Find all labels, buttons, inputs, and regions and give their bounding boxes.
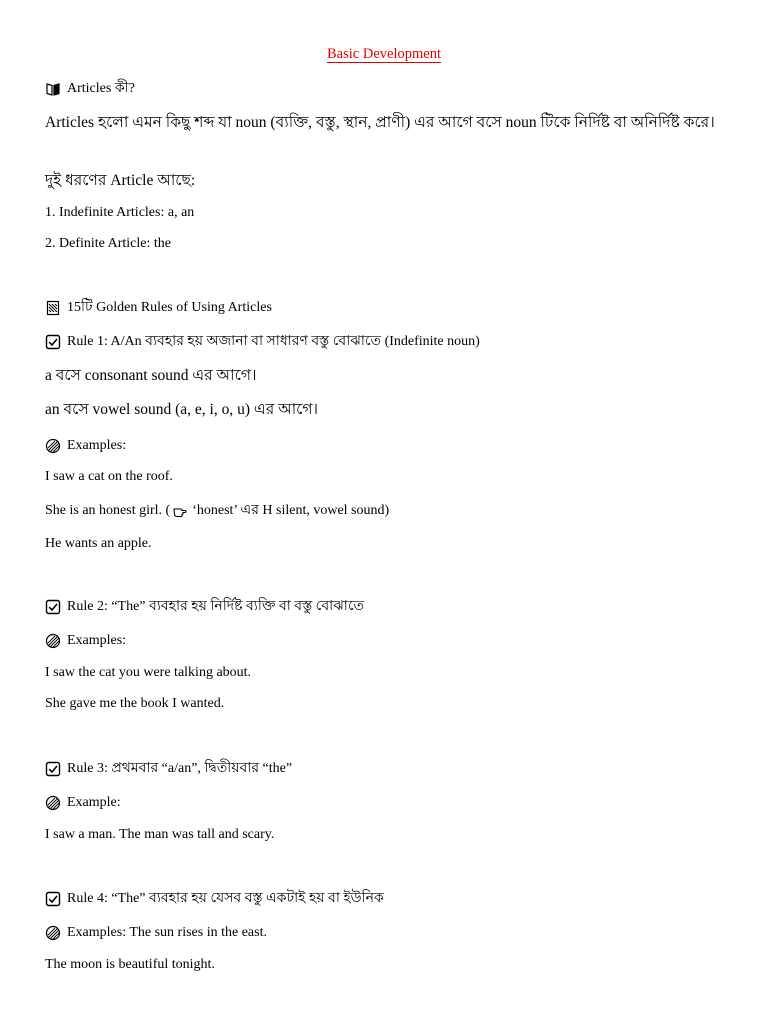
rules-heading-text: 15টি Golden Rules of Using Articles [67,300,272,315]
document-title [0,46,768,63]
rule-title-text: Rule 3: প্রথমবার “a/an”, দ্বিতীয়বার “the” [67,761,293,776]
example-sentence: I saw a cat on the roof. [45,469,173,484]
document-title-link[interactable]: Basic Development [327,46,441,62]
example-sentence: The moon is beautiful tonight. [45,957,215,972]
example-sentence: I saw the cat you were talking about. [45,665,252,680]
check-box-icon [45,334,61,350]
articles-definition: Articles হলো এমন কিছু শব্দ যা noun (ব্যক্তি, বস্তু, স্থান, প্রাণী) এর আগে বসে noun টিকে নির্দিষ্ট বা অনির্দিষ্ট করে। [45,114,715,131]
article-type-item: 1. Indefinite Articles: a, an [45,205,195,220]
example-sentence: She gave me the book I wanted. [45,696,225,711]
rule-title-text: Rule 4: “The” ব্যবহার হয় যেসব বস্তু একটাই হয় বা ইউনিক [67,891,384,906]
bullet-circle-icon [45,633,61,649]
rule-title-text: Rule 2: “The” ব্যবহার হয় নির্দিষ্ট ব্যক্তি বা বস্তু বোঝাতে [67,599,364,614]
article-type-item: 2. Definite Article: the [45,236,171,251]
bullet-circle-icon [45,795,61,811]
bullet-circle-icon [45,438,61,454]
notebook-icon [45,300,61,316]
examples-label-text: Example: [67,795,121,810]
examples-label [45,923,267,943]
example-sentence: He wants an apple. [45,536,152,551]
check-box-icon [45,891,61,907]
rule-title-text: Rule 1: A/An ব্যবহার হয় অজানা বা সাধারণ বস্তু বোঝাতে (Indefinite noun) [67,334,480,349]
examples-label [45,793,121,813]
examples-label-text: Examples: [67,438,127,453]
bullet-circle-icon [45,925,61,941]
example-sentence [45,501,389,521]
rule-title [45,332,480,352]
example-note-text: ‘honest’ এর H silent, vowel sound) [192,503,390,518]
examples-label-text: Examples: The sun rises in the east. [67,925,267,940]
articles-heading [45,79,135,99]
check-box-icon [45,761,61,777]
articles-heading-text: Articles কী? [67,81,135,96]
rule-title [45,889,384,909]
example-sentence: I saw a man. The man was tall and scary. [45,827,275,842]
article-types-intro: দুই ধরণের Article আছে: [45,172,196,189]
examples-label [45,631,126,651]
open-book-icon [45,81,61,97]
examples-label [45,436,126,456]
rule-title [45,597,364,617]
example-sentence-text: She is an honest girl. ( [45,503,171,518]
check-box-icon [45,599,61,615]
rule-note: an বসে vowel sound (a, e, i, o, u) এর আগে। [45,401,319,418]
rule-title [45,759,292,779]
rule-note: a বসে consonant sound এর আগে। [45,367,257,384]
pointing-hand-icon [172,503,188,519]
examples-label-text: Examples: [67,633,127,648]
rules-heading [45,298,272,318]
